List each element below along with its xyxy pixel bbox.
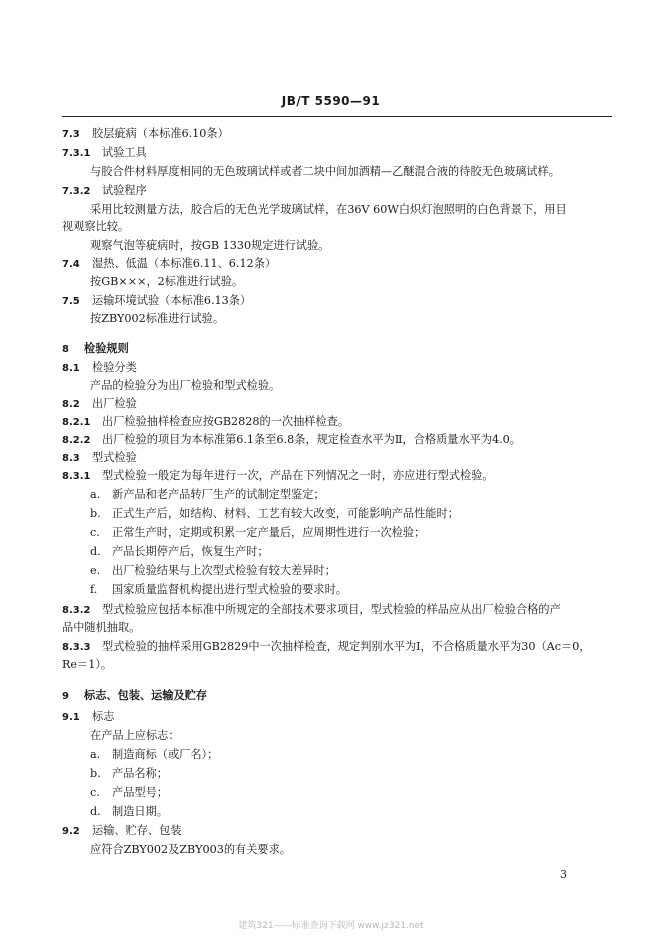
section-7-4: 7.4 湿热、低温（本标准6.11、6.12条） [62,257,277,270]
section-9-2: 9.2 运输、贮存、包装 [62,824,182,837]
section-8-3-3: 8.3.3 型式检验的抽样采用GB2829中一次抽样检查，规定判别水平为Ⅰ，不合格质量水平为30（Ac＝0， [62,640,591,653]
list-item-8-3-1-a: a. 新产品和老产品转厂生产的试制定型鉴定； [90,488,325,501]
section-9-1: 9.1 标志 [62,710,115,723]
section-8-3-1: 8.3.1 型式检验一般定为每年进行一次，产品在下列情况之一时，亦应进行型式检验。 [62,469,494,482]
paragraph-8-3-3-line-2: Re＝1）。 [62,658,113,671]
paragraph-8-1: 产品的检验分为出厂检验和型式检验。 [90,379,281,392]
section-7-3: 7.3 胶层疵病（本标准6.10条） [62,127,229,140]
list-item-8-3-1-f: f. 国家质量监督机构提出进行型式检验的要求时。 [90,583,347,596]
section-8-heading: 8 检验规则 [62,341,129,355]
list-item-9-1-b: b. 产品名称； [90,767,168,780]
section-8-2: 8.2 出厂检验 [62,397,137,410]
section-8-3-2: 8.3.2 型式检验应包括本标准中所规定的全部技术要求项目，型式检验的样品应从出厂检验合格的产 [62,603,561,616]
paragraph-7-4: 按GB×××，2标准进行试验。 [90,275,244,288]
paragraph-7-3-2-line-2: 视观察比较。 [62,220,130,233]
paragraph-7-3-2-line-1: 采用比较测量方法，胶合后的无色光学玻璃试样，在36V 60W白炽灯泡照明的白色背景下，用目 [90,203,567,216]
list-item-9-1-d: d. 制造日期。 [90,805,168,818]
list-item-9-1-c: c. 产品型号； [90,786,168,799]
section-8-2-2: 8.2.2 出厂检验的项目为本标准第6.1条至6.8条，规定检查水平为Ⅱ，合格质量水平为4.0。 [62,433,521,446]
paragraph-7-3-2-line-3: 观察气泡等疵病时，按GB 1330规定进行试验。 [90,239,330,252]
paragraph-9-1: 在产品上应标志： [90,729,180,742]
standard-number-header: JB/T 5590—91 [281,94,381,108]
section-8-3: 8.3 型式检验 [62,451,137,464]
section-7-3-2: 7.3.2 试验程序 [62,184,147,197]
paragraph-7-5: 按ZBY002标准进行试验。 [90,312,225,325]
section-7-5: 7.5 运输环境试验（本标准6.13条） [62,294,252,307]
paragraph-9-2: 应符合ZBY002及ZBY003的有关要求。 [90,843,291,856]
section-8-2-1: 8.2.1 出厂检验抽样检查应按GB2828的一次抽样检查。 [62,415,350,428]
paragraph-7-3-1: 与胶合件材料厚度相同的无色玻璃试样或者二块中间加酒精—乙醚混合液的待胶无色玻璃试样。 [90,165,560,178]
section-7-3-1: 7.3.1 试验工具 [62,146,147,159]
list-item-8-3-1-b: b. 正式生产后，如结构、材料、工艺有较大改变，可能影响产品性能时； [90,507,459,520]
header-rule [62,116,612,117]
watermark-footer: 建筑321——标准查询下载网 www.jz321.net [238,921,424,931]
section-8-1: 8.1 检验分类 [62,361,137,374]
list-item-8-3-1-d: d. 产品长期停产后，恢复生产时； [90,545,269,558]
paragraph-8-3-2-line-2: 品中随机抽取。 [62,621,141,634]
section-9-heading: 9 标志、包装、运输及贮存 [62,688,208,702]
list-item-8-3-1-e: e. 出厂检验结果与上次型式检验有较大差异时； [90,564,336,577]
list-item-9-1-a: a. 制造商标（或厂名）； [90,748,219,761]
list-item-8-3-1-c: c. 正常生产时，定期或积累一定产量后，应周期性进行一次检验； [90,526,426,539]
page-number: 3 [560,868,567,881]
